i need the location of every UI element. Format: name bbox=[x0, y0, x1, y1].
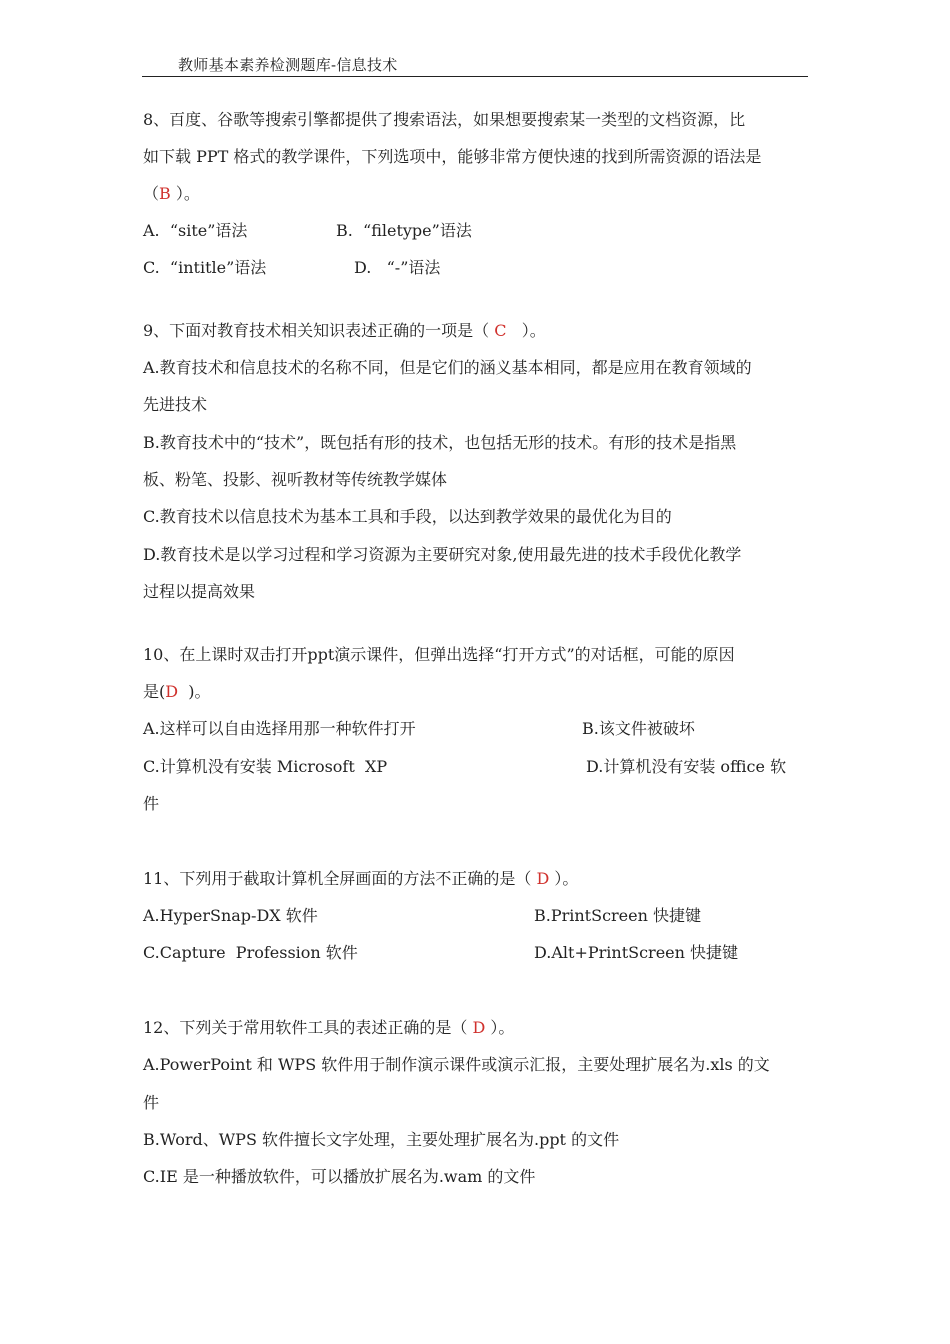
q9-option-b-line1: B.教育技术中的“技术”，既包括有形的技术，也包括无形的技术。有形的技术是指黑 bbox=[143, 433, 737, 452]
q9-option-a-line1: A.教育技术和信息技术的名称不同，但是它们的涵义基本相同，都是应用在教育领域的 bbox=[143, 358, 752, 377]
q11-stem-end: ）。 bbox=[549, 869, 579, 888]
q8-answer-line bbox=[143, 184, 200, 204]
q8-option-c: C. “intitle”语法 bbox=[143, 258, 267, 277]
q10-option-c: C.计算机没有安装 Microsoft XP bbox=[143, 757, 388, 776]
q11-option-a: A.HyperSnap-DX 软件 bbox=[143, 906, 318, 925]
q10-option-b: B.该文件被破坏 bbox=[582, 719, 695, 738]
q10-stem-end: )。 bbox=[178, 682, 211, 701]
q9-stem-end: ）。 bbox=[506, 321, 546, 340]
q11-option-c: C.Capture Profession 软件 bbox=[143, 943, 358, 962]
q12-stem-text: 12、下列关于常用软件工具的表述正确的是（ bbox=[143, 1018, 473, 1037]
q8-option-a: A. “site”语法 bbox=[143, 221, 248, 240]
q10-stem-line1: 10、在上课时双击打开ppt演示课件，但弹出选择“打开方式”的对话框，可能的原因 bbox=[143, 645, 735, 664]
q10-answer: D bbox=[165, 682, 179, 701]
q10-stem-start: 是( bbox=[143, 682, 166, 701]
q10-option-a: A.这样可以自由选择用那一种软件打开 bbox=[143, 719, 416, 738]
q12-answer: D bbox=[472, 1018, 486, 1037]
q9-stem bbox=[143, 321, 546, 341]
q8-option-d: D. “-”语法 bbox=[354, 258, 441, 277]
q8-answer: B bbox=[159, 184, 171, 203]
q12-option-b: B.Word、WPS 软件擅长文字处理，主要处理扩展名为.ppt 的文件 bbox=[143, 1130, 620, 1149]
q11-stem bbox=[143, 869, 578, 889]
q11-option-d: D.Alt+PrintScreen 快捷键 bbox=[534, 943, 739, 962]
q9-stem-text: 9、下面对教育技术相关知识表述正确的一项是（ bbox=[143, 321, 495, 340]
q9-option-c: C.教育技术以信息技术为基本工具和手段，以达到教学效果的最优化为目的 bbox=[143, 507, 672, 526]
q10-stem-line2 bbox=[143, 682, 211, 702]
q12-stem bbox=[143, 1018, 514, 1038]
q12-option-a-line2: 件 bbox=[143, 1093, 160, 1112]
q11-stem-text: 11、下列用于截取计算机全屏画面的方法不正确的是（ bbox=[143, 869, 537, 888]
q9-option-d-line2: 过程以提高效果 bbox=[143, 582, 256, 601]
q12-option-c: C.IE 是一种播放软件，可以播放扩展名为.wam 的文件 bbox=[143, 1167, 536, 1186]
q10-option-d-cont: 件 bbox=[143, 794, 160, 813]
q11-answer: D bbox=[536, 869, 550, 888]
q11-option-b: B.PrintScreen 快捷键 bbox=[534, 906, 702, 925]
q8-stem-line1: 8、百度、谷歌等搜索引擎都提供了搜索语法，如果想要搜索某一类型的文档资源，比 bbox=[143, 110, 746, 129]
q8-option-b: B. “filetype”语法 bbox=[336, 221, 472, 240]
page-header bbox=[142, 50, 808, 77]
q9-option-a-line2: 先进技术 bbox=[143, 395, 208, 414]
header-title: 教师基本素养检测题库-信息技术 bbox=[178, 56, 398, 74]
q8-stem-line2: 如下载 PPT 格式的教学课件，下列选项中，能够非常方便快速的找到所需资源的语法是 bbox=[143, 147, 762, 166]
q12-stem-end: ）。 bbox=[485, 1018, 515, 1037]
q9-option-b-line2: 板、粉笔、投影、视听教材等传统教学媒体 bbox=[143, 470, 448, 489]
q9-option-d-line1: D.教育技术是以学习过程和学习资源为主要研究对象,使用最先进的技术手段优化教学 bbox=[143, 545, 742, 564]
q10-option-d: D.计算机没有安装 office 软 bbox=[586, 757, 787, 776]
q12-option-a-line1: A.PowerPoint 和 WPS 软件用于制作演示课件或演示汇报，主要处理扩展名为.xls 的文 bbox=[143, 1055, 770, 1074]
q8-paren-close: ）。 bbox=[170, 184, 200, 203]
q8-paren-open: （ bbox=[143, 184, 160, 203]
q9-answer: C bbox=[494, 321, 507, 340]
